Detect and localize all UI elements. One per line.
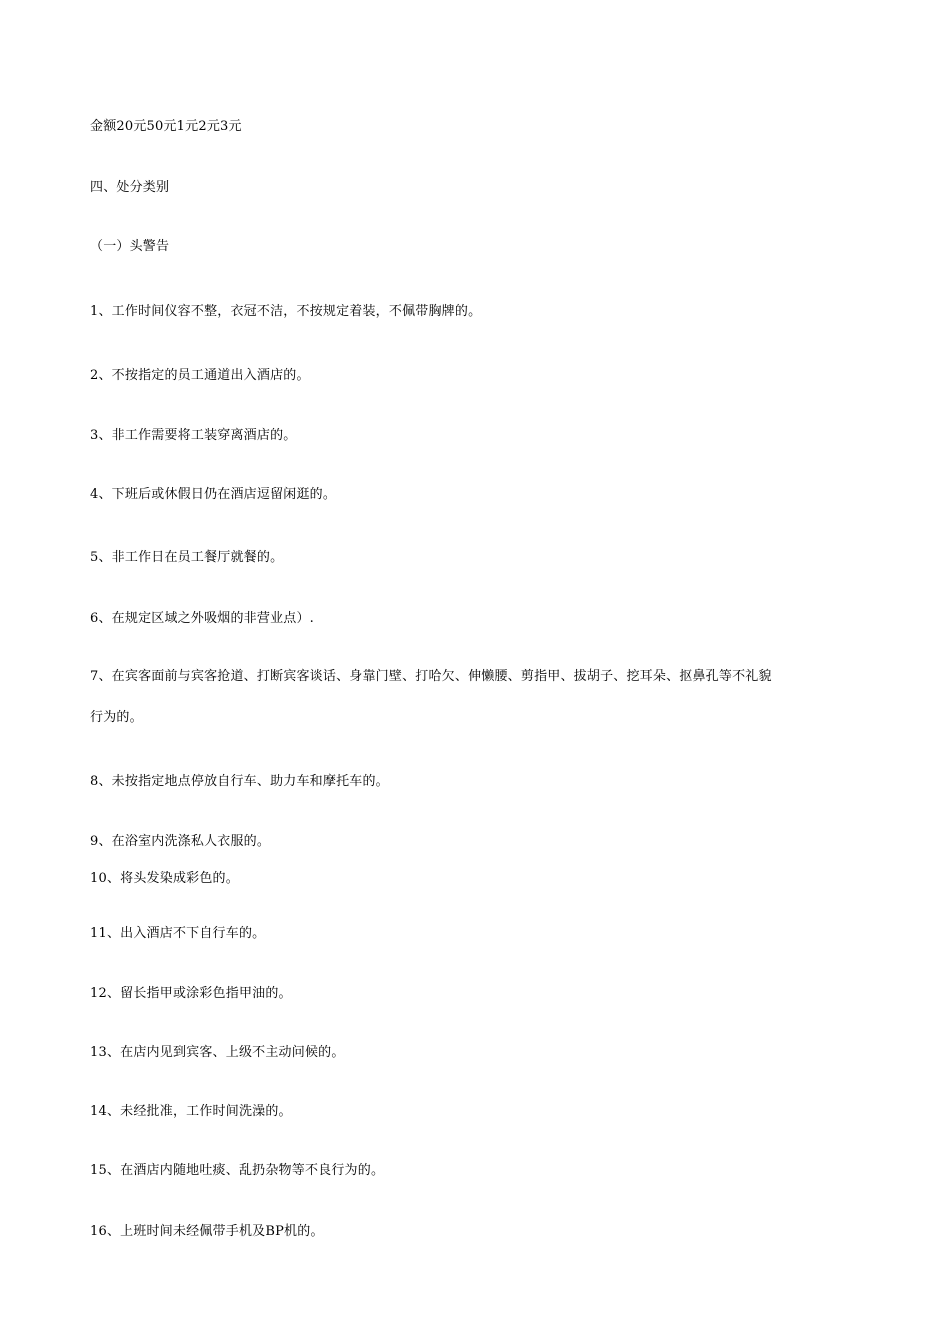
list-item: 4、下班后或休假日仍在酒店逗留闲逛的。 [90,487,337,502]
section-heading: 四、处分类别 [90,180,170,195]
list-item: 2、不按指定的员工通道出入酒店的。 [90,368,310,383]
list-item: 15、在酒店内随地吐痰、乱扔杂物等不良行为的。 [90,1163,385,1178]
list-item: 3、非工作需要将工装穿离酒店的。 [90,428,297,443]
list-item: 6、在规定区域之外吸烟的非营业点）. [90,611,315,626]
list-item: 13、在店内见到宾客、上级不主动问候的。 [90,1045,345,1060]
list-item-continuation: 行为的。 [90,710,143,725]
list-item: 1、工作时间仪容不整，衣冠不洁，不按规定着装，不佩带胸牌的。 [90,304,482,319]
list-item: 16、上班时间未经佩带手机及BP机的。 [90,1224,324,1239]
list-item: 10、将头发染成彩色的。 [90,871,239,886]
list-item: 5、非工作日在员工餐厅就餐的。 [90,550,284,565]
amount-line: 金额20元50元1元2元3元 [90,119,242,134]
list-item: 9、在浴室内洗涤私人衣服的。 [90,834,271,849]
subsection-heading: （一）头警告 [90,239,170,254]
list-item: 7、在宾客面前与宾客抢道、打断宾客谈话、身靠门壁、打哈欠、伸懒腰、剪指甲、拔胡子、挖耳朵、抠鼻孔等不礼貌 [90,669,772,684]
list-item: 11、出入酒店不下自行车的。 [90,926,266,941]
list-item: 12、留长指甲或涂彩色指甲油的。 [90,986,292,1001]
list-item: 8、未按指定地点停放自行车、助力车和摩托车的。 [90,774,389,789]
list-item: 14、未经批准，工作时间洗澡的。 [90,1104,292,1119]
